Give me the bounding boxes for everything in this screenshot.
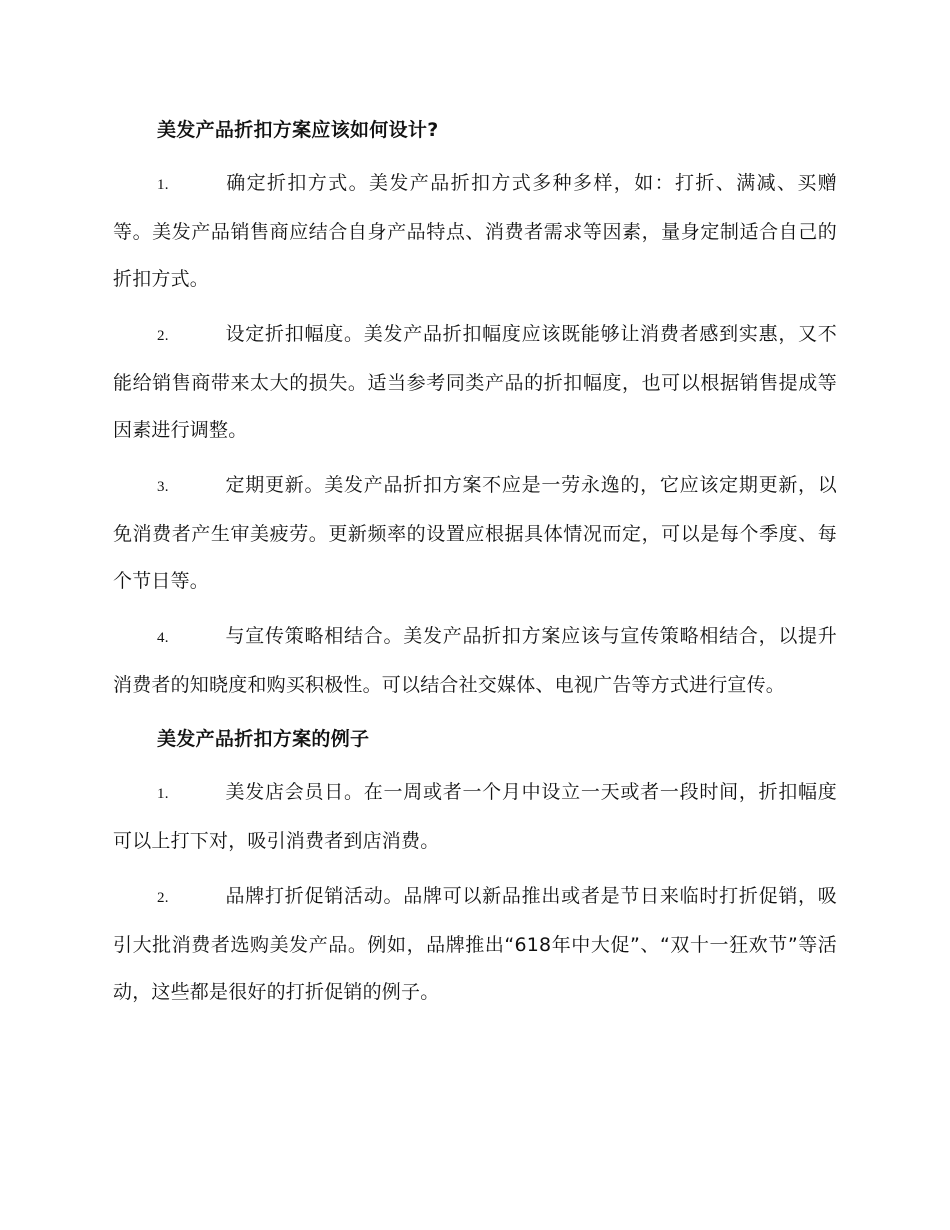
- list-item-number: 2.: [157, 328, 169, 344]
- list-item-number: 2.: [157, 890, 169, 906]
- section-heading-examples: 美发产品折扣方案的例子: [157, 728, 370, 750]
- list-item-number: 1.: [157, 177, 169, 193]
- list-item: [113, 873, 837, 1016]
- list-item: [113, 160, 837, 303]
- list-item-text: 与宣传策略相结合。美发产品折扣方案应该与宣传策略相结合，以提升消费者的知晓度和购买积极性。可以结合社交媒体、电视广告等方式进行宣传。: [113, 625, 837, 696]
- list-item-text: 定期更新。美发产品折扣方案不应是一劳永逸的，它应该定期更新，以免消费者产生审美疲劳。更新频率的设置应根据具体情况而定，可以是每个季度、每个节日等。: [113, 474, 837, 592]
- document-body: [113, 114, 837, 1024]
- list-item: [113, 311, 837, 454]
- list-item-text: 设定折扣幅度。美发产品折扣幅度应该既能够让消费者感到实惠，又不能给销售商带来太大的损失。适当参考同类产品的折扣幅度，也可以根据销售提成等因素进行调整。: [113, 323, 837, 441]
- list-item-number: 4.: [157, 630, 169, 646]
- section-heading-design: 美发产品折扣方案应该如何设计?: [157, 119, 439, 141]
- list-item-text: 确定折扣方式。美发产品折扣方式多种多样，如：打折、满减、买赠等。美发产品销售商应结合自身产品特点、消费者需求等因素，量身定制适合自己的折扣方式。: [113, 172, 837, 290]
- list-item: [113, 769, 837, 865]
- list-item-number: 1.: [157, 786, 169, 802]
- list-item-text: 品牌打折促销活动。品牌可以新品推出或者是节日来临时打折促销，吸引大批消费者选购美发产品。例如，品牌推出“618年中大促”、“双十一狂欢节”等活动，这些都是很好的打折促销的例子。: [113, 885, 837, 1003]
- list-item: [113, 613, 837, 709]
- list-item-text: 美发店会员日。在一周或者一个月中设立一天或者一段时间，折扣幅度可以上打下对，吸引消费者到店消费。: [113, 781, 837, 852]
- list-item-number: 3.: [157, 479, 169, 495]
- list-item: [113, 462, 837, 605]
